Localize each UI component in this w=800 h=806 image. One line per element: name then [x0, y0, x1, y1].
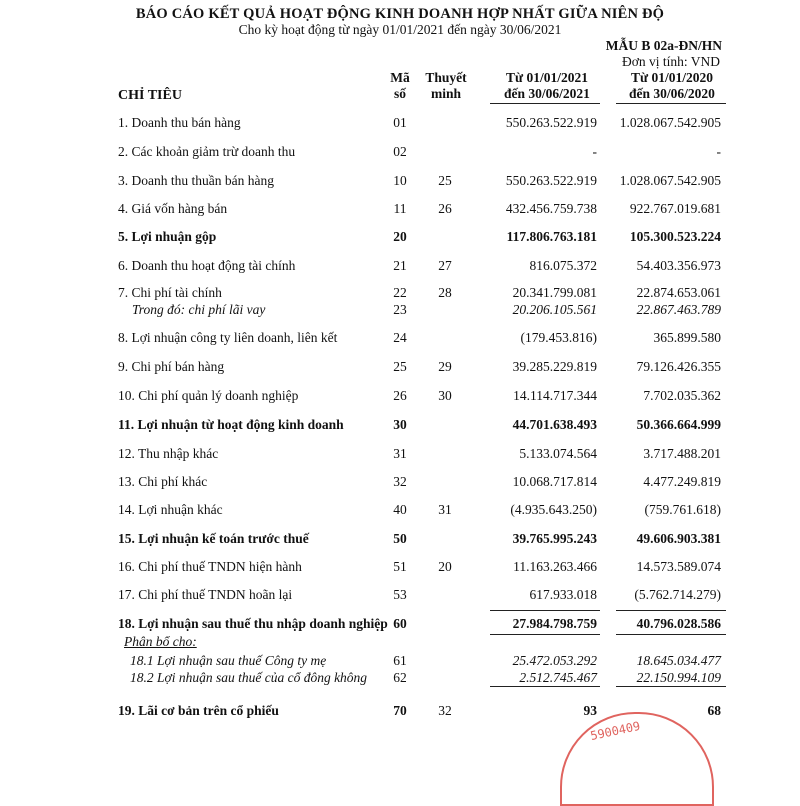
row-code: 01 [393, 115, 407, 130]
table-row [0, 501, 800, 519]
row-value-2021: 550.263.522.919 [505, 115, 597, 130]
row-value-2020: 49.606.903.381 [636, 531, 721, 546]
table-row [0, 143, 800, 161]
row-note: 30 [438, 388, 452, 403]
row-name: 2. Các khoản giảm trừ doanh thu [118, 144, 296, 159]
header-2020-line2: đến 30/06/2020 [629, 86, 715, 101]
row-value-2021: 39.765.995.243 [512, 531, 597, 546]
table-row-detail [0, 652, 800, 670]
row-value-2020: 54.403.356.973 [636, 258, 721, 273]
row-name: 13. Chi phí khác [118, 474, 208, 489]
row-code: 20 [393, 229, 407, 244]
table-row-allocation-label [0, 633, 800, 651]
header-item: CHỈ TIÊU [118, 88, 182, 103]
row-name: 18. Lợi nhuận sau thuế thu nhập doanh nghiệp [118, 616, 388, 631]
row-value-2021: 39.285.229.819 [512, 359, 597, 374]
row-value-2020: 79.126.426.355 [636, 359, 721, 374]
table-row-subtotal [0, 416, 800, 434]
header-note-line2: minh [430, 86, 461, 101]
table-row-subtotal [0, 228, 800, 246]
table-row [0, 114, 800, 132]
row-value-2021: 5.133.074.564 [519, 446, 597, 461]
row-value-2021: 117.806.763.181 [506, 229, 597, 244]
header-divider-2020 [616, 103, 726, 104]
row-value-2020: 68 [707, 703, 721, 718]
header-code [385, 70, 415, 102]
row-code: 26 [393, 388, 407, 403]
row-value-2020: 1.028.067.542.905 [619, 173, 721, 188]
row-value-2021: (179.453.816) [520, 330, 597, 345]
row-note: 25 [438, 173, 452, 188]
row-note: 27 [438, 258, 452, 273]
header-period-2020 [612, 70, 732, 102]
row-name: 5. Lợi nhuận gộp [118, 229, 217, 244]
row-value-2020: (5.762.714.279) [634, 587, 721, 602]
row-value-2020: 105.300.523.224 [629, 229, 721, 244]
table-row [0, 445, 800, 463]
row-value-2020: 7.702.035.362 [643, 388, 721, 403]
report-subtitle: Cho kỳ hoạt động từ ngày 01/01/2021 đến ngày 30/06/2021 [238, 22, 562, 37]
row-value-2020: 1.028.067.542.905 [619, 115, 721, 130]
row-name: 3. Doanh thu thuần bán hàng [118, 173, 274, 188]
table-row [0, 358, 800, 376]
header-period-2021 [487, 70, 607, 102]
company-seal-number: 5900409 [589, 718, 642, 744]
row-code: 25 [393, 359, 407, 374]
row-value-2021: 14.114.717.344 [513, 388, 597, 403]
row-note: 29 [438, 359, 452, 374]
row-note: 26 [438, 201, 452, 216]
row-code: 31 [393, 446, 407, 461]
row-code: 51 [393, 559, 407, 574]
row-note: 28 [438, 285, 452, 300]
row-name: 12. Thu nhập khác [118, 446, 219, 461]
row-value-2021: 10.068.717.814 [512, 474, 597, 489]
table-row [0, 200, 800, 218]
header-code-line2: số [393, 86, 406, 101]
row-name: 14. Lợi nhuận khác [118, 502, 223, 517]
row-name: 17. Chi phí thuế TNDN hoãn lại [118, 587, 293, 602]
row-value-2020: 22.150.994.109 [636, 670, 721, 685]
header-2021-line1: Từ 01/01/2021 [506, 70, 588, 85]
row-value-2021: 93 [583, 703, 597, 718]
row-value-2020: 922.767.019.681 [629, 201, 721, 216]
row-name: 16. Chi phí thuế TNDN hiện hành [118, 559, 302, 574]
header-2021-line2: đến 30/06/2021 [504, 86, 590, 101]
row-code: 02 [393, 144, 407, 159]
row-code: 40 [393, 502, 407, 517]
table-row-eps [0, 702, 800, 720]
row-value-2020: 22.874.653.061 [636, 285, 721, 300]
row-value-2021: 20.206.105.561 [512, 302, 597, 317]
row-name: 19. Lãi cơ bản trên cổ phiếu [118, 703, 279, 718]
row-code: 60 [393, 616, 407, 631]
row-value-2021: 20.341.799.081 [512, 285, 597, 300]
header-note [418, 70, 474, 102]
row-code: 70 [393, 703, 407, 718]
row-name: Phân bổ cho: [124, 634, 197, 649]
row-value-2020: 365.899.580 [653, 330, 721, 345]
report-title: BÁO CÁO KẾT QUẢ HOẠT ĐỘNG KINH DOANH HỢP NHẤT GIỮA NIÊN ĐỘ [135, 6, 665, 22]
row-code: 10 [393, 173, 407, 188]
row-code: 23 [393, 302, 407, 317]
row-code: 21 [393, 258, 407, 273]
row-code: 24 [393, 330, 407, 345]
row-value-2021: 2.512.745.467 [519, 670, 597, 685]
row-value-2021: 11.163.263.466 [513, 559, 597, 574]
row-value-2020: 14.573.589.074 [636, 559, 721, 574]
header-code-line1: Mã [390, 70, 410, 85]
row-value-2020: - [716, 144, 721, 159]
table-row-detail [0, 301, 800, 319]
table-row-subtotal [0, 530, 800, 548]
row-name: Trong đó: chi phí lãi vay [132, 302, 266, 317]
table-row [0, 257, 800, 275]
table-row [0, 558, 800, 576]
row-value-2021: (4.935.643.250) [510, 502, 597, 517]
row-value-2020: 18.645.034.477 [636, 653, 721, 668]
row-name: 6. Doanh thu hoạt động tài chính [118, 258, 296, 273]
row-code: 50 [393, 531, 407, 546]
table-row-detail [0, 669, 800, 687]
table-row [0, 284, 800, 302]
row-note: 20 [438, 559, 452, 574]
row-code: 11 [393, 201, 407, 216]
row-value-2021: 617.933.018 [529, 587, 597, 602]
allocation-rule-2020 [616, 686, 726, 687]
row-value-2021: 816.075.372 [529, 258, 597, 273]
allocation-rule-2021 [490, 686, 600, 687]
row-code: 30 [393, 417, 407, 432]
row-code: 62 [393, 670, 407, 685]
row-code: 53 [393, 587, 407, 602]
row-name: 18.1 Lợi nhuận sau thuế Công ty mẹ [130, 653, 327, 668]
row-name: 7. Chi phí tài chính [118, 285, 222, 300]
table-row [0, 473, 800, 491]
row-value-2020: (759.761.618) [644, 502, 721, 517]
row-value-2020: 22.867.463.789 [636, 302, 721, 317]
header-note-line1: Thuyết [425, 70, 467, 85]
row-code: 61 [393, 653, 407, 668]
table-row [0, 329, 800, 347]
row-value-2020: 50.366.664.999 [636, 417, 721, 432]
currency-unit: Đơn vị tính: VND [621, 54, 720, 69]
row-note: 31 [438, 502, 452, 517]
row-value-2021: 432.456.759.738 [505, 201, 597, 216]
table-row [0, 586, 800, 604]
row-value-2020: 3.717.488.201 [643, 446, 721, 461]
table-row [0, 387, 800, 405]
row-note: 32 [438, 703, 452, 718]
row-name: 15. Lợi nhuận kế toán trước thuế [118, 531, 309, 546]
form-code: MẪU B 02a-ĐN/HN [605, 38, 722, 53]
row-value-2020: 40.796.028.586 [636, 616, 721, 631]
row-value-2021: - [592, 144, 597, 159]
row-name: 1. Doanh thu bán hàng [118, 115, 241, 130]
row-value-2021: 44.701.638.493 [512, 417, 597, 432]
row-name: 11. Lợi nhuận từ hoạt động kinh doanh [118, 417, 344, 432]
header-2020-line1: Từ 01/01/2020 [631, 70, 713, 85]
row-name: 10. Chi phí quản lý doanh nghiệp [118, 388, 299, 403]
row-value-2021: 25.472.053.292 [512, 653, 597, 668]
row-name: 18.2 Lợi nhuận sau thuế của cổ đông không [130, 670, 368, 685]
row-name: 8. Lợi nhuận công ty liên doanh, liên kết [118, 330, 338, 345]
row-value-2021: 27.984.798.759 [512, 616, 597, 631]
total-top-rule-2021 [490, 610, 600, 611]
header-divider-2021 [490, 103, 600, 104]
row-name: 9. Chi phí bán hàng [118, 359, 225, 374]
row-value-2020: 4.477.249.819 [643, 474, 721, 489]
row-name: 4. Giá vốn hàng bán [118, 201, 228, 216]
row-code: 22 [393, 285, 407, 300]
total-top-rule-2020 [616, 610, 726, 611]
table-row [0, 172, 800, 190]
row-code: 32 [393, 474, 407, 489]
table-row-total [0, 615, 800, 633]
row-value-2021: 550.263.522.919 [505, 173, 597, 188]
